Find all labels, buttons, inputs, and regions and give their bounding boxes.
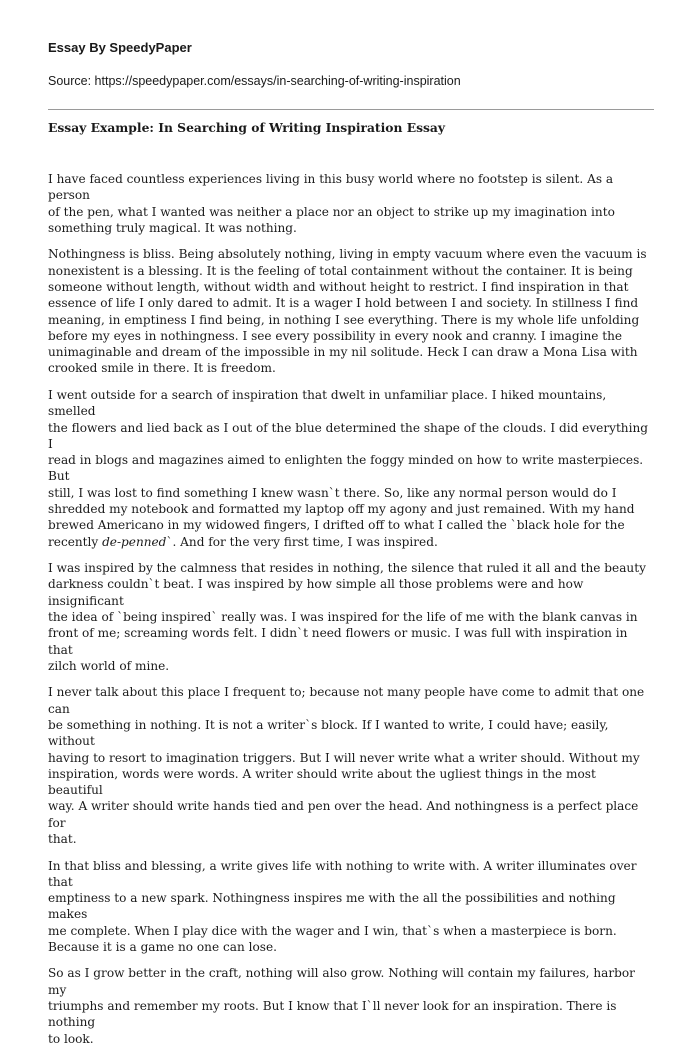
- paragraph-2: Nothingness is bliss. Being absolutely nothing, living in empty vacuum where even the vacuum is nonexistent is a blessing. It is the feeling of total containment without the container. It is being someone without length, without width and without height to restrict. I find inspiration in that essence of life I only dared to admit. It is a wager I hold between I and society. In stillness I find meaning, in emptiness I find being, in nothing I see everything. There is my whole life unfolding before my eyes in nothingness. I see every possibility in every nook and cranny. I imagine the unimaginable and dream of the impossible in my nil solitude. Heck I can draw a Mona Lisa with crooked smile in there. It is freedom.: [48, 247, 647, 376]
- paragraph-1: I have faced countless experiences living in this busy world where no footstep is silent. As a person of the pen, what I wanted was neither a place nor an object to strike up my imagination into something truly magical. It was nothing.: [48, 172, 615, 235]
- source-line: Source: https://speedypaper.com/essays/in-searching-of-writing-inspiration: [48, 74, 461, 88]
- paragraph-5: I never talk about this place I frequent to; because not many people have come to admit that one can be something in nothing. It is not a writer`s block. If I wanted to write, I could have; easily, without having to resort to imagination triggers. But I will never write what a writer should. Without my inspiration, words were words. A writer should write about the ugliest things in the most beautiful way. A writer should write hands tied and pen over the head. And nothingness is a perfect place for that.: [48, 685, 645, 847]
- essay-body: [48, 171, 654, 1057]
- brand-title: Essay By SpeedyPaper: [48, 40, 192, 55]
- paragraph-4: I was inspired by the calmness that resides in nothing, the silence that ruled it all and the beauty darkness couldn`t beat. I was inspired by how simple all those problems were and how insignificant the idea of `being inspired` really was. I was inspired for the life of me with the blank canvas in front of me; screaming words felt. I didn`t need flowers or music. I was full with inspiration in that zilch world of mine.: [48, 561, 646, 673]
- paragraph-3: [48, 387, 654, 550]
- paragraph-6: In that bliss and blessing, a write gives life with nothing to write with. A writer illuminates over that emptiness to a new spark. Nothingness inspires me with the all the possibilities and nothing makes me complete. When I play dice with the wager and I win, that`s when a masterpiece is born. Because it is a game no one can lose.: [48, 858, 637, 954]
- paragraph-7: So as I grow better in the craft, nothing will also grow. Nothing will contain my failures, harbor my triumphs and remember my roots. But I know that I`ll never look for an inspiration. There is nothing to look.: [48, 966, 635, 1046]
- document-header: [48, 40, 654, 89]
- essay-title: Essay Example: In Searching of Writing Inspiration Essay: [48, 120, 446, 135]
- paragraph-3-part-2: `. And for the very first time, I was inspired.: [166, 534, 438, 549]
- header-divider: [48, 109, 654, 110]
- paragraph-3-italic: de-penned: [102, 534, 167, 549]
- paragraph-3-part-1: I went outside for a search of inspiration that dwelt in unfamiliar place. I hiked mountains, smelled the flowers and lied back as I out of the blue determined the shape of the clouds. I did everything I read in blogs and magazines aimed to enlighten the foggy minded on how to write masterpieces. But still, I was lost to find something I knew wasn`t there. So, like any normal person would do I shredded my notebook and formatted my laptop off my agony and just remained. With my hand brewed Americano in my widowed fingers, I drifted off to what I called the `black hole for the recently: [48, 387, 648, 549]
